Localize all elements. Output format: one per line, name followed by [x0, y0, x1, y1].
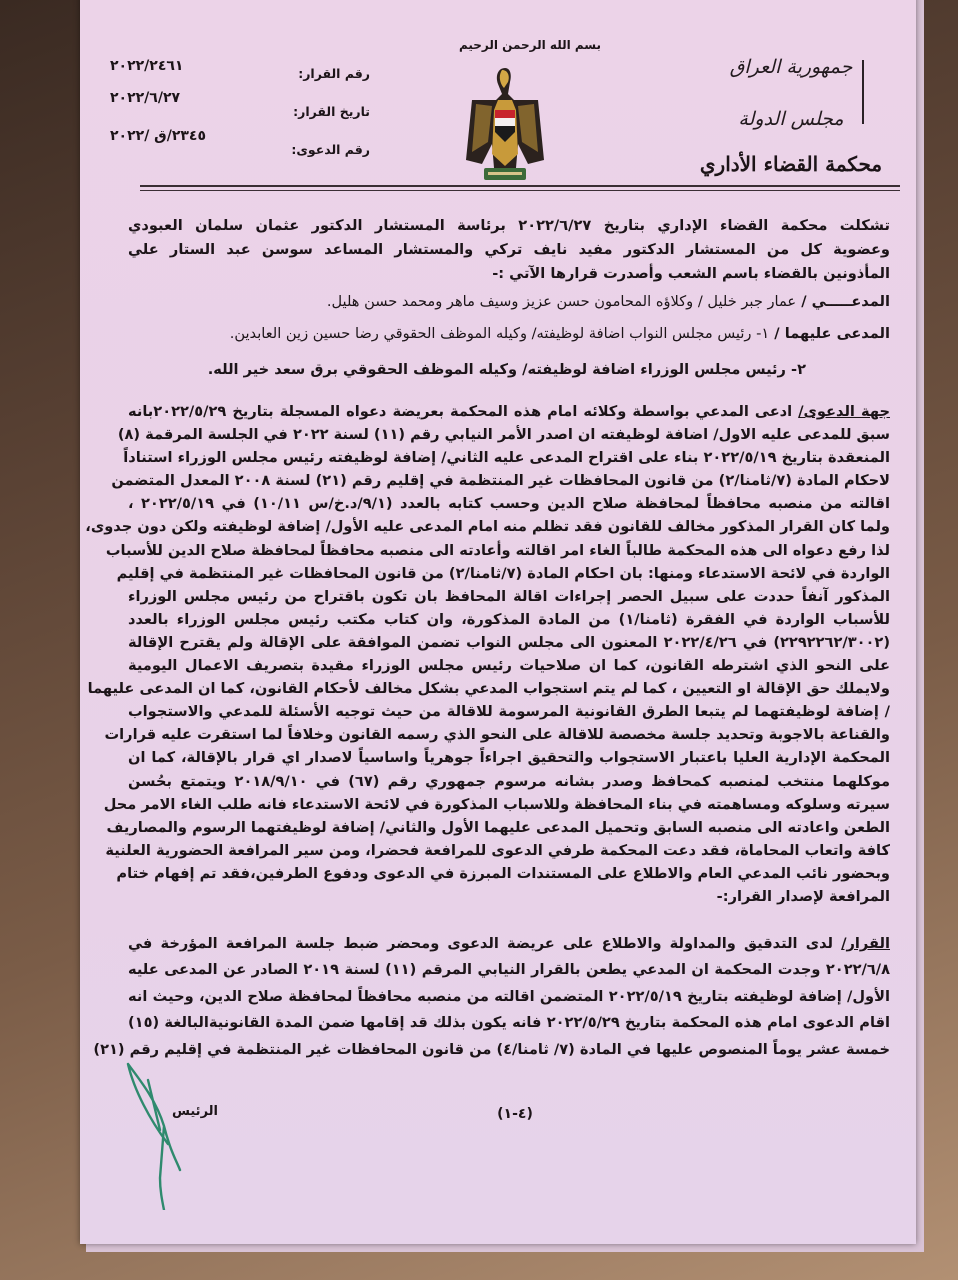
decision-heading: القرار/	[841, 935, 890, 952]
claim-line: وبحضور نائب المدعي العام والاطلاع على المستندات المبرزة في الدعوى ودفوع الطرفين،فقد تم إفهام ختام	[116, 864, 890, 882]
intro-line: المأذونين بالقضاء باسم الشعب وأصدرت قرارها الآتي :-	[492, 265, 890, 282]
basmala: بسم الله الرحمن الرحيم	[458, 38, 602, 52]
court-name: محكمة القضاء الأداري	[699, 152, 883, 176]
defendants-line	[128, 324, 890, 344]
claim-line: سبق للمدعى عليه الاول/ اضافة لوظيفته ان اصدر الأمر النيابي رقم (١١) لسنة ٢٠٢٢ في الجلسة المرقمة (٨)	[117, 426, 890, 443]
document-page	[80, 0, 916, 1244]
claim-line: / إضافة لوظيفتهما لم يتبعا الطرق القانونية المرسومة للاقالة من حيث توجيه الأسئلة للمدعي والاستجواب	[128, 703, 890, 721]
decision-date: ٢٠٢٢/٦/٢٧	[110, 90, 181, 106]
decision-line: ٢٠٢٢/٦/٨ وجدت المحكمة ان المدعي يطعن بالقرار النيابي المرقم (١١) لسنة ٢٠١٩ الصادر عن المدعى عليه	[128, 961, 890, 978]
decision-date-label: تاريخ القرار:	[293, 104, 370, 119]
decision-line: الأول/ إضافة لوظيفته بتاريخ ٢٠٢٢/٥/١٩ المتضمن اقالته من منصبه محافظاً لمحافظة صلاح الدين، وحيث انه	[128, 987, 890, 1005]
claim-heading: جهة الدعوى/	[798, 403, 890, 420]
claim-line: الواردة في لائحة الاستدعاء ومنها: بان احكام المادة (٧/ثامنا/٢) من قانون المحافظات غير المنتظمة في إقليم	[116, 564, 890, 582]
decision-line: خمسة عشر يوماً المنصوص عليها في المادة (٧/ ثامنا/٤) من قانون المحافظات غير المنتظمة في إقليم رقم (٢١)	[93, 1040, 890, 1058]
page-number: (٤-١)	[497, 1106, 533, 1122]
case-number-label: رقم الدعوى:	[291, 142, 370, 157]
signatory-title: الرئيس	[172, 1104, 218, 1119]
decision-line: اقام الدعوى امام هذه المحكمة بتاريخ ٢٠٢٢/٥/٢٩ فانه يكون بذلك قد إقامها ضمن المدة القانونيةالبالغة (١٥)	[128, 1014, 890, 1031]
council-name: مجلس الدولة	[738, 108, 844, 130]
claim-line: المنعقدة بتاريخ ٢٠٢٢/٥/١٩ بناء على اقتراح المدعى عليه الثاني/ إضافة لوظيفته رئيس مجلس الوزراء استناداً	[123, 449, 890, 467]
plaintiff: عمار جبر خليل / وكلاؤه المحامون حسن عزيز وسيف ماهر ومحمد حسن هليل.	[326, 293, 797, 310]
decision-line	[128, 934, 890, 954]
claim-line: كافة واتعاب المحاماة، فقد دعت المحكمة طرفي الدعوى للمرافعة فحضرا، ومن سير المرافعة الحضورية العلنية	[105, 841, 890, 859]
intro-line: وعضوية كل من المستشار الدكتور مفيد نايف تركي والمستشار المساعد سوسن عبد الستار علي	[128, 241, 890, 258]
claim-line	[128, 402, 890, 422]
claim-line: ولما كان القرار المذكور مخالف للقانون فقد تظلم منه امام المدعى عليه الأول/ إضافة لوظيفته ولكن دون جدوى،	[85, 518, 890, 536]
defendant-2: ٢- رئيس مجلس الوزراء اضافة لوظيفته/ وكيله الموظف الحقوقي برق سعد خير الله.	[207, 361, 806, 378]
plaintiff-line	[128, 292, 890, 312]
iraq-emblem-icon	[462, 64, 548, 186]
claim-line: المرافعة لإصدار القرار:-	[716, 888, 890, 905]
plaintiff-label: المدعـــــي /	[801, 293, 890, 310]
claim-first-line: ادعى المدعي بواسطة وكلائه امام هذه المحكمة بعريضة دعواه المسجلة بتاريخ ٢٠٢٢/٥/٢٩بانه	[128, 403, 793, 420]
signature-icon	[120, 1060, 190, 1210]
defendants-label: المدعى عليهما /	[774, 325, 890, 342]
header-rule	[140, 185, 900, 187]
claim-line: الطعن واعادته الى منصبه السابق وتحميل المدعى عليهما الأول والثاني/ إضافة لوظيفتهما الرسوم والمصاريف	[106, 818, 890, 836]
claim-line: موكلهما منتخب لمنصبه كمحافظ وصدر بشانه مرسوم جمهوري رقم (٦٧) في ٢٠١٨/٩/١٠ ويتمتع بحُسن	[128, 772, 890, 790]
intro-line: تشكلت محكمة القضاء الإداري بتاريخ ٢٠٢٢/٦/٢٧ برئاسة المستشار الدكتور عثمان سلمان العبودي	[128, 217, 891, 234]
claim-line: سيرته وسلوكه ومساهمته في بناء المحافظة وللاسباب المذكورة في لائحة الاستدعاء فانه طلب الغاء الامر محل	[103, 795, 890, 813]
case-number: ٢٣٤٥/ق /٢٠٢٢	[110, 128, 206, 144]
decision-number: ٢٠٢٢/٢٤٦١	[110, 58, 184, 74]
header-rule-2	[140, 190, 900, 191]
claim-line: على النحو الذي اشترطه القانون، كما ان صلاحيات رئيس مجلس الوزراء مقيدة بتصريف الاعمال اليومية	[128, 657, 890, 674]
country-name: جمهورية العراق	[729, 56, 853, 78]
claim-line: ولايملك حق الإقالة او التعيين ، كما لم يتم استجواب المدعي بشكل مخالف لأحكام القانون، كما ان المدعى عليهما	[87, 680, 890, 698]
claim-line: المحكمة الإدارية العليا باعتبار الاستجواب والتحقيق اجراءاً جوهرياً واساسياً لاصدار اي قرار بالإقالة، كما ان	[128, 749, 890, 767]
claim-line: المذكور آنفاً حددت على سبيل الحصر إجراءات اقالة المحافظ بان تكون باقتراح من رئيس مجلس الوزراء	[128, 587, 890, 605]
margin-mark	[862, 60, 864, 124]
decision-first-line: لدى التدقيق والمداولة والاطلاع على عريضة الدعوى ومحضر ضبط جلسة المرافعة المؤرخة في	[128, 935, 834, 952]
claim-line: (٢٢٩٢٢٦٢/٣٠٠٢) في ٢٠٢٢/٤/٢٦ المعنون الى مجلس النواب تضمن الموافقة على الإقالة ولم يقترح الإقالة	[128, 633, 890, 651]
claim-line: لذا رفع دعواه الى هذه المحكمة طالباً الغاء امر اقالته وأعادته الى منصبه محافظاً لمحافظة صلاح الدين للأسباب	[105, 541, 890, 559]
decision-number-label: رقم القرار:	[298, 66, 370, 81]
claim-line: لاحكام المادة (٧/ثامنا/٢) من قانون المحافظات غير المنتظمة في إقليم رقم (٢١) لسنة ٢٠٠٨ المعدل المتضمن	[111, 472, 890, 490]
claim-line: للأسباب الواردة في الفقرة (ثامنا/١) من المادة المذكورة، وان كتاب مكتب رئيس مجلس الوزراء بالعدد	[128, 610, 890, 628]
claim-line: والقناعة بالاجوبة وتحديد جلسة مخصصة للاقالة على النحو الذي رسمه القانون وخلافاً لما استقرت عليه قرارات	[104, 726, 890, 744]
claim-line: اقالته من منصبه محافظاً لمحافظة صلاح الدين وحسب كتابه بالعدد (٩/١/د.خ/س ١٠/١١) في ٢٠٢٢/٥/١٩ ،	[128, 495, 890, 513]
defendant-1: ١- رئيس مجلس النواب اضافة لوظيفته/ وكيله الموظف الحقوقي رضا حسين زين العابدين.	[229, 325, 770, 342]
